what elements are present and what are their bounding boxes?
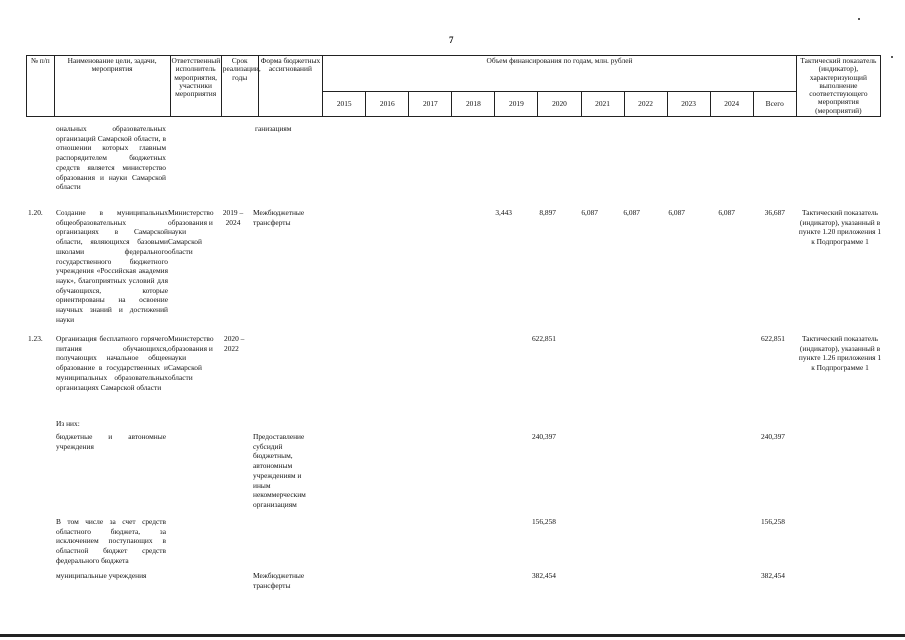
- header-name: Наименование цели, задачи, мероприятия: [54, 56, 170, 117]
- row-term: 2020 – 2022: [224, 334, 245, 353]
- header-total: Всего: [753, 91, 796, 116]
- page-bottom-border: [0, 634, 905, 637]
- header-form: Форма бюджетных ассигнований: [258, 56, 323, 117]
- header-year: 2024: [710, 91, 753, 116]
- row-total: 240,397: [760, 432, 785, 441]
- row-number: 1.23.: [28, 334, 43, 343]
- row-name: Из них:: [56, 419, 80, 428]
- row-value-2019: 3,443: [495, 208, 512, 217]
- header-term: Срок реализации, годы: [221, 56, 258, 117]
- row-value-2020: 622,851: [531, 334, 556, 343]
- row-total: 382,454: [760, 571, 785, 580]
- row-form: Межбюджетные трансферты: [253, 571, 305, 590]
- row-total: 156,258: [760, 517, 785, 526]
- row-indicator: Тактический показатель (индикатор), указанный в пункте 1.26 приложения 1 к Подпрограмме 1: [798, 334, 882, 373]
- header-financing: Объем финансирования по годам, млн. рублей: [323, 56, 797, 92]
- header-year: 2022: [624, 91, 667, 116]
- row-form: Межбюджетные трансферты: [253, 208, 305, 227]
- row-value-2021: 6,087: [581, 208, 598, 217]
- scan-speck: [858, 18, 860, 20]
- row-value-2020: 8,897: [539, 208, 556, 217]
- row-value-2023: 6,087: [668, 208, 685, 217]
- header-year: 2021: [581, 91, 624, 116]
- header-year: 2016: [366, 91, 409, 116]
- row-value-2024: 6,087: [718, 208, 735, 217]
- row-responsible: Министерство образования и науки Самарской области: [168, 208, 214, 256]
- header-num: № п/п: [27, 56, 55, 117]
- header-responsible: Ответственный исполнитель мероприятия, участники мероприятия: [170, 56, 221, 117]
- row-name: ональных образовательных организаций Самарской области, в отношении которых главным распорядителем бюджетных средств является министерство образования и науки Самарской области: [56, 124, 166, 192]
- row-value-2020: 382,454: [531, 571, 556, 580]
- row-name: Организация бесплатного горячего питания обучающихся, получающих начальное общее образование в государственных и муниципальных образовательных организациях Самарской области: [56, 334, 168, 392]
- header-year: 2019: [495, 91, 538, 116]
- row-form: ганизациям: [255, 124, 292, 133]
- row-name: бюджетные и автономные учреждения: [56, 432, 166, 451]
- row-responsible: Министерство образования и науки Самарской области: [168, 334, 214, 382]
- row-value-2020: 240,397: [531, 432, 556, 441]
- row-name: муниципальные учреждения: [56, 571, 147, 580]
- row-form: Предоставление субсидий бюджетным, автономным учреждениям и иным некоммерческим организациям: [253, 432, 306, 509]
- row-term: 2019 – 2024: [222, 208, 244, 227]
- table-header: [26, 55, 881, 117]
- row-total: 622,851: [760, 334, 785, 343]
- row-value-2022: 6,087: [623, 208, 640, 217]
- header-year: 2023: [667, 91, 710, 116]
- header-year: 2020: [538, 91, 581, 116]
- row-number: 1.20.: [28, 208, 43, 217]
- header-year: 2017: [409, 91, 452, 116]
- header-indicator: Тактический показатель (индикатор), характеризующий выполнение соответствующего мероприятия (мероприятий): [796, 56, 880, 117]
- header-year: 2015: [323, 91, 366, 116]
- row-name: Создание в муниципальных общеобразовательных организациях в Самарской области, являющихся базовыми школами федерального государственного бюджетного учреждения «Российская академия наук», благоприятных условий для обучающихся, которые ориентированы на освоение научных знаний и достижений науки: [56, 208, 168, 324]
- scan-speck: [891, 56, 893, 58]
- row-name: В том числе за счет средств областного бюджета, за исключением поступающих в областной бюджет средств федерального бюджета: [56, 517, 166, 565]
- row-value-2020: 156,258: [531, 517, 556, 526]
- page-number: 7: [449, 35, 454, 45]
- row-total: 36,687: [764, 208, 785, 217]
- row-indicator: Тактический показатель (индикатор), указанный в пункте 1.20 приложения 1 к Подпрограмме 1: [798, 208, 882, 247]
- header-year: 2018: [452, 91, 495, 116]
